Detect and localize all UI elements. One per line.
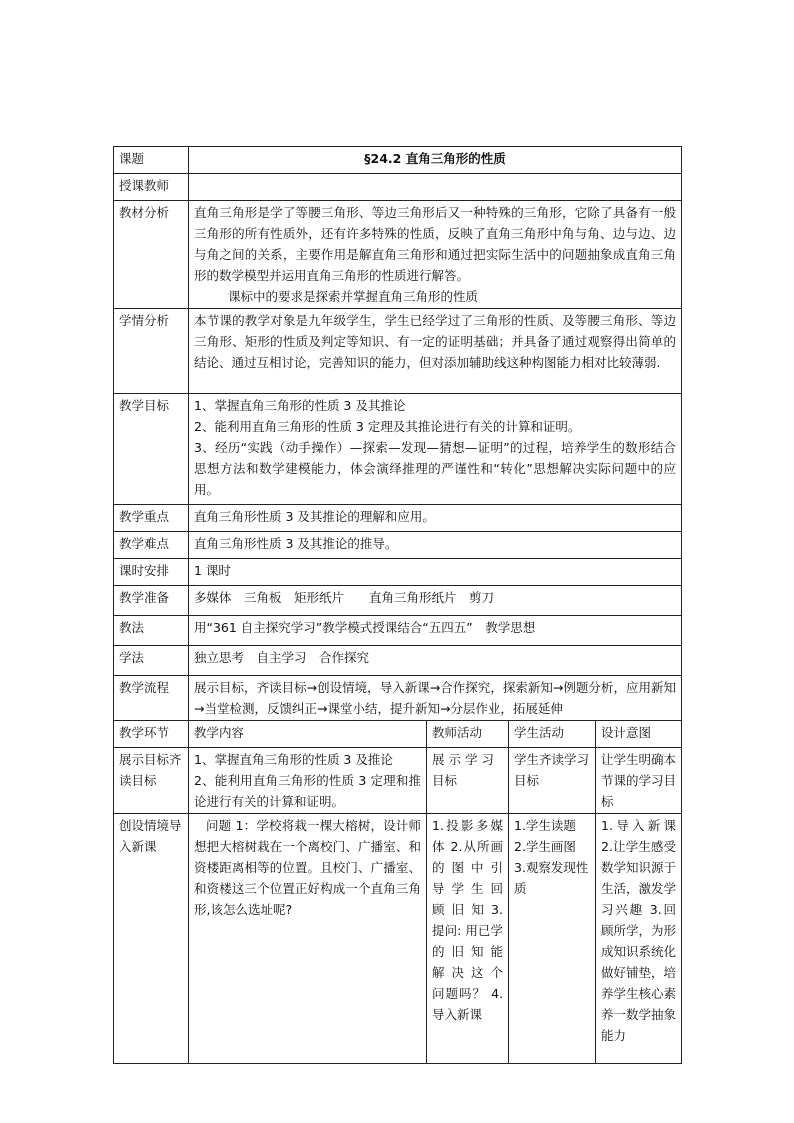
material-paragraph: 直角三角形是学了等腰三角形、等边三角形后又一种特殊的三角形，它除了具备有一般三角形的所有性质外，还有许多特殊的性质，反映了直角三角形中角与角、边与边、边与角之间的关系，主要作用是解直角三角形和通过把实际生活中的问题抽象成直角三角形的数学模型并运用直角三角形的性质进行解答。 [194, 205, 677, 283]
step1-content-line: 2、能利用直角三角形的性质 3 定理和推论进行有关的计算和证明。 [194, 773, 421, 809]
material-label: 教材分析 [114, 201, 189, 309]
goal-item: 1、掌握直角三角形的性质 3 及其推论 [194, 398, 406, 413]
learner-label: 学情分析 [114, 309, 189, 394]
method-value: 用“361 自主探究学习”教学模式授课结合“五四五” 教学思想 [189, 616, 682, 646]
goals-label: 教学目标 [114, 394, 189, 505]
page-title: §24.2 直角三角形的性质 [189, 147, 682, 174]
step2-student-item: 1.学生读题 [514, 818, 576, 833]
header-intent: 设计意图 [596, 721, 682, 748]
step1-student: 学生齐读学习目标 [509, 748, 596, 814]
key-value: 直角三角形性质 3 及其推论的理解和应用。 [189, 505, 682, 532]
step1-content-line: 1、掌握直角三角形的性质 3 及推论 [194, 752, 393, 767]
material-standard: 课标中的要求是探索并掌握直角三角形的性质 [228, 289, 479, 304]
schedule-value: 1 课时 [189, 559, 682, 586]
prep-value: 多媒体 三角板 矩形纸片 直角三角形纸片 剪刀 [189, 586, 682, 616]
teacher-label: 授课教师 [114, 174, 189, 201]
step1-teacher: 展 示 学 习目标 [427, 748, 509, 814]
material-content [189, 201, 682, 309]
study-value: 独立思考 自主学习 合作探究 [189, 646, 682, 676]
flow-value: 展示目标，齐读目标→创设情境，导入新课→合作探究，探索新知→例题分析，应用新知→当堂检测，反馈纠正→课堂小结，提升新知→分层作业，拓展延伸 [189, 676, 682, 721]
step2-student-item: 2.学生画图 [514, 839, 576, 854]
method-label: 教法 [114, 616, 189, 646]
step1-stage: 展示目标齐读目标 [114, 748, 189, 814]
step1-intent: 让学生明确本节课的学习目标 [596, 748, 682, 814]
difficulty-value: 直角三角形性质 3 及其推论的推导。 [189, 532, 682, 559]
step2-content: 问题 1：学校将栽一棵大榕树，设计师想把大榕树栽在一个离校门、广播室、和资楼距离相等的位置。且校门、广播室、和资楼这三个位置正好构成一个直角三角形,该怎么选址呢? [189, 814, 427, 1064]
step2-student-item: 3.观察发现性质 [514, 860, 589, 896]
difficulty-label: 教学难点 [114, 532, 189, 559]
header-content: 教学内容 [189, 721, 427, 748]
learner-content: 本节课的教学对象是九年级学生，学生已经学过了三角形的性质、及等腰三角形、等边三角形、矩形的性质及判定等知识、有一定的证明基础；并具备了通过观察得出简单的结论、通过互相讨论，完善知识的能力，但对添加辅助线这种构图能力相对比较薄弱. [189, 309, 682, 394]
step2-teacher: 1.投影多媒体 2.从所画的 图 中 引 导 学 生 回 顾 旧 知 3.提问: 用已学 的 旧 知 能 解 决 这 个 问题吗？ 4.导入新课 [427, 814, 509, 1064]
schedule-label: 课时安排 [114, 559, 189, 586]
step1-content [189, 748, 427, 814]
goal-item: 2、能利用直角三角形的性质 3 定理及其推论进行有关的计算和证明。 [194, 419, 581, 434]
teacher-value [189, 174, 682, 201]
study-label: 学法 [114, 646, 189, 676]
lesson-plan-table [113, 146, 682, 1064]
topic-label: 课题 [114, 147, 189, 174]
key-label: 教学重点 [114, 505, 189, 532]
goal-item: 3、经历“实践（动手操作）—探索—发现—猜想—证明”的过程，培养学生的数形结合思想方法和数学建模能力，体会演绎推理的严谨性和“转化”思想解决实际问题中的应用。 [194, 440, 677, 497]
step2-stage: 创设情境导入新课 [114, 814, 189, 1064]
goals-content [189, 394, 682, 505]
header-student: 学生活动 [509, 721, 596, 748]
header-teacher: 教师活动 [427, 721, 509, 748]
prep-label: 教学准备 [114, 586, 189, 616]
step2-student [509, 814, 596, 1064]
header-stage: 教学环节 [114, 721, 189, 748]
step2-intent: 1.导入新课 2.让学生感受数学知识源于生活，激发学习兴趣 3.回顾所学，为形成知识系统化做好铺垫，培养学生核心素养一数学抽象能力 [596, 814, 682, 1064]
flow-label: 教学流程 [114, 676, 189, 721]
